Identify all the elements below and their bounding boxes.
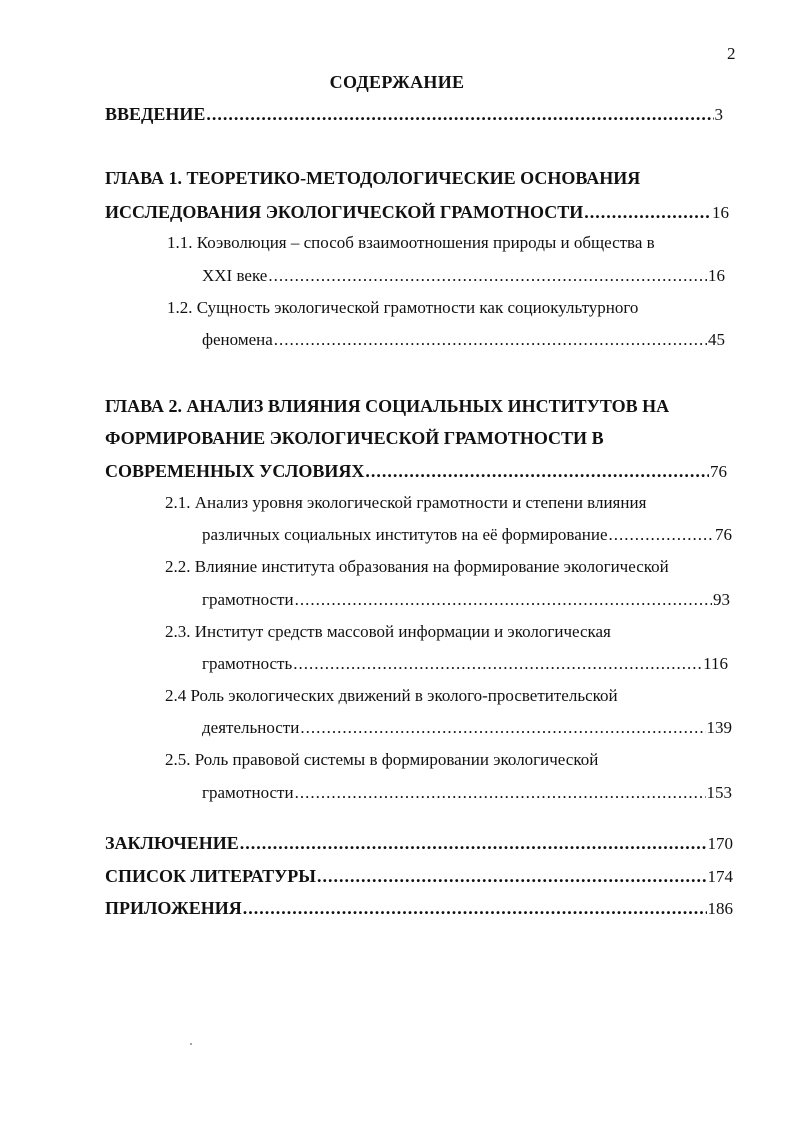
section-2-4-line1[interactable]: 2.4 Роль экологических движений в эколого-просветительской — [165, 686, 618, 705]
toc-label: ИССЛЕДОВАНИЯ ЭКОЛОГИЧЕСКОЙ ГРАМОТНОСТИ — [105, 202, 584, 222]
page-number: 2 — [727, 44, 736, 63]
dot-leader — [295, 783, 706, 803]
dot-leader — [609, 525, 715, 545]
dot-leader — [206, 104, 713, 124]
dot-leader — [240, 833, 707, 853]
dot-leader — [365, 461, 709, 481]
toc-entry-section-2-1[interactable] — [202, 525, 732, 545]
toc-label: грамотности — [202, 783, 294, 802]
section-2-1-line1[interactable]: 2.1. Анализ уровня экологической грамотности и степени влияния — [165, 493, 647, 512]
dot-leader — [243, 898, 707, 918]
dot-leader — [584, 202, 711, 222]
chapter1-heading-line1[interactable]: ГЛАВА 1. ТЕОРЕТИКО-МЕТОДОЛОГИЧЕСКИЕ ОСНОВАНИЯ — [105, 168, 641, 188]
toc-entry-chapter2[interactable] — [105, 461, 727, 482]
section-2-3-line1[interactable]: 2.3. Институт средств массовой информации и экологическая — [165, 622, 611, 641]
dot-leader — [317, 866, 707, 886]
toc-entry-section-2-3[interactable] — [202, 654, 728, 674]
toc-page: 16 — [708, 266, 725, 285]
toc-label: XXI веке — [202, 266, 268, 285]
toc-page: 153 — [706, 783, 732, 802]
section-1-2-line1[interactable]: 1.2. Сущность экологической грамотности как социокультурного — [167, 298, 639, 317]
toc-entry-section-2-4[interactable] — [202, 718, 732, 738]
section-1-1-line1[interactable]: 1.1. Коэволюция – способ взаимоотношения природы и общества в — [167, 233, 655, 252]
toc-entry-intro[interactable] — [105, 104, 723, 125]
dot-leader — [295, 590, 712, 610]
toc-page: 139 — [706, 718, 732, 737]
toc-entry-section-1-2[interactable] — [202, 330, 725, 350]
toc-page: 45 — [708, 330, 725, 349]
toc-label: ПРИЛОЖЕНИЯ — [105, 898, 242, 918]
chapter2-heading-line1[interactable]: ГЛАВА 2. АНАЛИЗ ВЛИЯНИЯ СОЦИАЛЬНЫХ ИНСТИТУТОВ НА — [105, 396, 670, 416]
toc-entry-references[interactable] — [105, 866, 733, 887]
toc-page: 16 — [712, 203, 729, 222]
scan-speck — [190, 1043, 192, 1045]
section-2-2-line1[interactable]: 2.2. Влияние института образования на формирование экологической — [165, 557, 669, 576]
page-title: СОДЕРЖАНИЕ — [329, 72, 465, 92]
toc-label: деятельности — [202, 718, 300, 737]
toc-page: 174 — [707, 867, 733, 886]
dot-leader — [274, 330, 707, 350]
toc-page: 186 — [707, 899, 733, 918]
toc-entry-section-2-5[interactable] — [202, 783, 732, 803]
toc-label: СПИСОК ЛИТЕРАТУРЫ — [105, 866, 316, 886]
toc-label: грамотность — [202, 654, 293, 673]
section-2-5-line1[interactable]: 2.5. Роль правовой системы в формировании экологической — [165, 750, 599, 769]
toc-entry-chapter1[interactable] — [105, 202, 729, 223]
dot-leader — [293, 654, 702, 674]
toc-label: феномена — [202, 330, 273, 349]
dot-leader — [268, 266, 707, 286]
toc-entry-conclusion[interactable] — [105, 833, 733, 854]
toc-label: грамотности — [202, 590, 294, 609]
toc-page: 116 — [703, 654, 728, 673]
dot-leader — [300, 718, 705, 738]
toc-page: 76 — [710, 462, 727, 481]
toc-page: 76 — [715, 525, 732, 544]
chapter2-heading-line2[interactable]: ФОРМИРОВАНИЕ ЭКОЛОГИЧЕСКОЙ ГРАМОТНОСТИ В — [105, 428, 604, 448]
toc-page: 170 — [707, 834, 733, 853]
toc-label: различных социальных институтов на её формирование — [202, 525, 608, 544]
toc-label: СОВРЕМЕННЫХ УСЛОВИЯХ — [105, 461, 365, 481]
toc-page: 93 — [713, 590, 730, 609]
toc-entry-appendices[interactable] — [105, 898, 733, 919]
toc-label: ЗАКЛЮЧЕНИЕ — [105, 833, 239, 853]
toc-entry-section-1-1[interactable] — [202, 266, 725, 286]
toc-entry-section-2-2[interactable] — [202, 590, 730, 610]
toc-page: 3 — [714, 105, 723, 124]
toc-label: ВВЕДЕНИЕ — [105, 104, 206, 124]
